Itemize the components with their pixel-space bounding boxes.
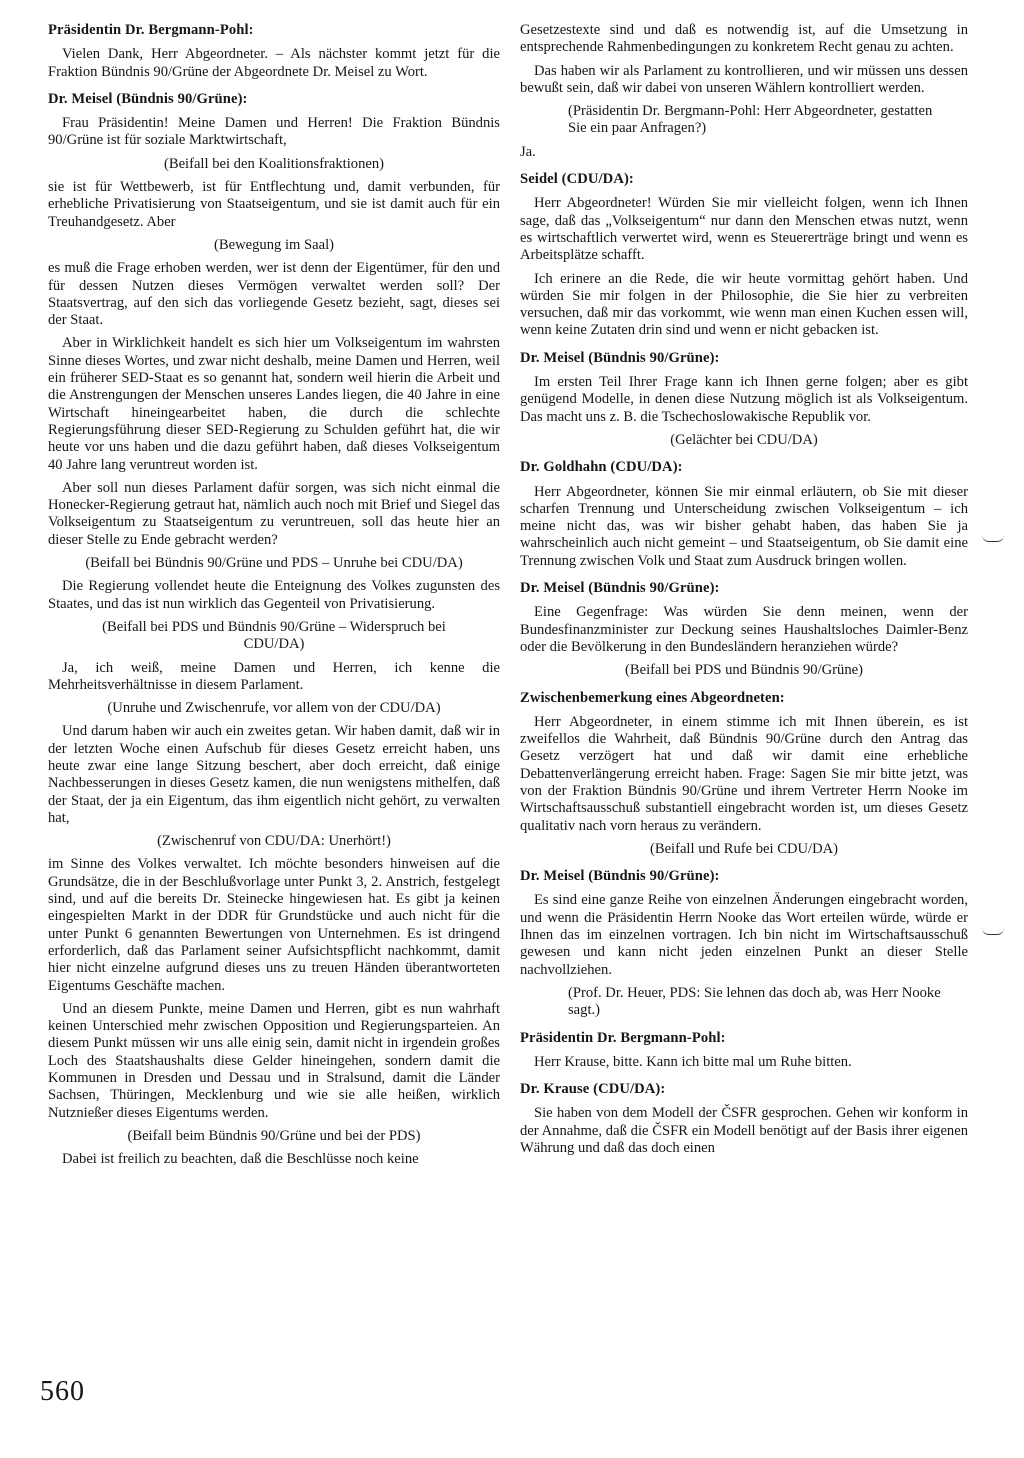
paragraph: Herr Abgeordneter, in einem stimme ich mit Ihnen überein, es ist zweifellos die Wahrheit, daß Bündnis 90/Grüne durch den Antrag das Gesetz verzögert hat und daß wir damit eine erhebliche Debattenverlängerung erreicht haben. Frage: Sagen Sie mir bitte jetzt, was von der Fraktion Bündnis 90/Grüne und ihrem Vertreter Herrn Nooke im Wirtschaftsausschuß substantiell eingebracht worden ist, um dieses Gesetz qualitativ nach vorn heraus zu verändern. xyxy=(520,713,968,834)
paragraph: Ja, ich weiß, meine Damen und Herren, ich kenne die Mehrheitsverhältnisse in diesem Parlament. xyxy=(48,659,500,693)
paragraph: Ja. xyxy=(520,143,536,160)
speaker-heading: Dr. Krause (CDU/DA): xyxy=(520,1081,666,1098)
paragraph-continuation: sie ist für Wettbewerb, ist für Entflechtung und, damit verbunden, für erhebliche Privatisierung von Staatseigentum, und sie ist damit auch für ein Treuhandgesetz. Aber xyxy=(48,179,500,230)
left-column xyxy=(48,22,500,1175)
interjection: (Beifall beim Bündnis 90/Grüne und bei der PDS) xyxy=(127,1127,421,1144)
interjection: (Präsidentin Dr. Bergmann-Pohl: Herr Abgeordneter, gestatten Sie ein paar Anfragen?) xyxy=(568,103,933,137)
interjection: (Gelächter bei CDU/DA) xyxy=(670,431,818,448)
paragraph: Es sind eine ganze Reihe von einzelnen Änderungen eingebracht worden, und wenn die Präsidentin Herrn Nooke das Wort erteilen würde, würde er Ihnen das im einzelnen vortragen. Ich bin nicht im Wirtschaftsausschuß gewesen und kann nicht jeden einzelnen Punkt an dieser Stelle nachvollziehen. xyxy=(520,892,968,978)
speaker-heading: Dr. Meisel (Bündnis 90/Grüne): xyxy=(520,349,720,366)
paragraph: Herr Abgeordneter, können Sie mir einmal erläutern, ob Sie mit dieser scharfen Trennung und Unterscheidung zwischen Volkseigentum – ich meine nicht das, was wir bisher gehabt haben, das haben Sie ja wahrscheinlich auch nicht gemeint – und Staatseigentum, ob Sie damit eine Trennung zwischen Volk und Staat zum Ausdruck bringen wollen. xyxy=(520,483,968,569)
paragraph: Sie haben von dem Modell der ČSFR gesprochen. Gehen wir konform in der Annahme, daß die ČSFR ein Modell benötigt auf der Basis ihrer eigenen Währung und daß das doch einen xyxy=(520,1105,968,1157)
paragraph: Aber in Wirklichkeit handelt es sich hier um Volkseigentum im wahrsten Sinne dieses Wortes, und zwar nicht deshalb, meine Damen und Herren, weil ein früherer SED-Staat es so genannt hat, sondern weil hierin die Arbeit und die Anstrengungen der Menschen unseres Landes liegen, die 40 Jahre in eine Wirtschaft hineingearbeitet haben, die durch die schlechte Regierungsführung dieser SED-Regierung zu Schulden geführt hat, die wir heute vor uns haben und die dazu geführt haben, daß dieses Volkseigentum 40 Jahre lang veruntreut worden ist. xyxy=(48,335,500,473)
paragraph: Eine Gegenfrage: Was würden Sie denn meinen, wenn der Bundesfinanzminister zur Deckung seines Haushaltsloches Daimler-Benz oder die Bevölkerung in den Bundesländern heranziehen würde? xyxy=(520,604,968,655)
paragraph: Dabei ist freilich zu beachten, daß die Beschlüsse noch keine xyxy=(62,1151,419,1168)
interjection: (Prof. Dr. Heuer, PDS: Sie lehnen das doch ab, was Herr Nooke sagt.) xyxy=(568,984,941,1019)
interjection: (Unruhe und Zwischenrufe, vor allem von der CDU/DA) xyxy=(107,700,441,717)
paragraph-continuation: Gesetzestexte sind und daß es notwendig ist, auf die Umsetzung in entsprechende Rahmenbedingungen zu konkretem Recht genau zu achten. xyxy=(520,22,968,56)
speaker-heading: Dr. Meisel (Bündnis 90/Grüne): xyxy=(520,868,720,885)
paragraph: Frau Präsidentin! Meine Damen und Herren! Die Fraktion Bündnis 90/Grüne ist für soziale Marktwirtschaft, xyxy=(48,115,500,149)
paragraph: Die Regierung vollendet heute die Enteignung des Volkes zugunsten des Staates, und das ist nun wirklich das Gegenteil von Privatisierung. xyxy=(48,578,500,612)
page-number: 560 xyxy=(40,1376,85,1407)
paragraph: Herr Abgeordneter! Würden Sie mir vielleicht folgen, wenn ich Ihnen sage, daß das „Volkseigentum“ nur dann den Menschen etwas nutzt, wenn es wirtschaftlich verwertet wird, wenn es Steuererträge bringt und wenn es Arbeitsplätze schafft. xyxy=(520,195,968,264)
interjection: (Beifall und Rufe bei CDU/DA) xyxy=(649,840,839,857)
paragraph: Vielen Dank, Herr Abgeordneter. – Als nächster kommt jetzt für die Fraktion Bündnis 90/Grüne der Abgeordnete Dr. Meisel zu Wort. xyxy=(48,46,500,80)
interjection: (Bewegung im Saal) xyxy=(214,236,334,253)
paragraph-continuation: im Sinne des Volkes verwaltet. Ich möchte besonders hinweisen auf die Grundsätze, die in der Beschlußvorlage unter Punkt 3, 2. Anstrich, festgelegt sind, und auf die bereits Dr. Steinecke hingewiesen hat. Es gibt ja keinen eingespielten Markt in der DDR für Grundstücke und auch nicht für die unter Punkt 6 genannten Bewertungen von Unternehmen. Es ist dringend erforderlich, daß das Parlament seiner Aufsichtspflicht nachkommt, damit hier nicht einzelne aufgrund dieses uns zu treuen Händen überantworteten Eigentums Geschäfte machen. xyxy=(48,856,500,994)
speaker-heading: Seidel (CDU/DA): xyxy=(520,171,634,188)
interjection: (Beifall bei PDS und Bündnis 90/Grüne) xyxy=(625,662,863,679)
right-column xyxy=(520,22,968,1163)
paragraph: Und an diesem Punkte, meine Damen und Herren, gibt es nun wahrhaft keinen Unterschied mehr zwischen Opposition und Regierungsparteien. An diesem Punkt müssen wir uns alle einig sein, damit nicht in irgendein großes Loch des Staatshaushalts diese Gelder hineingehen, sondern damit die Kommunen in Dresden und Dessau und in Stralsund, damit die Länder Sachsen, Thüringen, Mecklenburg und wie sie alle heißen, wirklich Nutznießer dieses Eigentums werden. xyxy=(48,1000,500,1121)
speaker-heading: Dr. Goldhahn (CDU/DA): xyxy=(520,459,683,476)
paragraph-continuation: es muß die Frage erhoben werden, wer ist denn der Eigentümer, für den und für dessen Nutzen dieses Vermögen verwaltet werden soll? Der Staatsvertrag, auf den sich das vorliegende Gesetz bezieht, sagt, dieses sei der Staat. xyxy=(48,260,500,329)
paragraph: Aber soll nun dieses Parlament dafür sorgen, was sich nicht einmal die Honecker-Regierung getraut hat, nämlich auch noch mit Brief und Siegel das Volkseigentum zu Staatseigentum zu veruntreuen, soll das heute hier an dieser Stelle zu Ende gebracht werden? xyxy=(48,479,500,548)
interjection: (Beifall bei den Koalitionsfraktionen) xyxy=(163,155,385,172)
interjection: (Beifall bei Bündnis 90/Grüne und PDS – Unruhe bei CDU/DA) xyxy=(85,555,463,572)
interjection: (Beifall bei PDS und Bündnis 90/Grüne – Widerspruch bei CDU/DA) xyxy=(102,618,446,653)
paragraph: Das haben wir als Parlament zu kontrollieren, und wir müssen uns dessen bewußt sein, daß wir dabei von unseren Wählern kontrolliert werden. xyxy=(520,62,968,96)
speaker-heading: Präsidentin Dr. Bergmann-Pohl: xyxy=(48,22,254,38)
paragraph: Im ersten Teil Ihrer Frage kann ich Ihnen gerne folgen; aber es gibt genügend Modelle, in denen diese Nutzung möglich ist als Volkseigentum. Das macht uns z. B. die Tschechoslowakische Republik vor. xyxy=(520,374,968,425)
speaker-heading: Zwischenbemerkung eines Abgeordneten: xyxy=(520,689,785,706)
margin-mark xyxy=(982,535,1004,542)
interjection: (Zwischenruf von CDU/DA: Unerhört!) xyxy=(157,833,391,850)
paragraph: Ich erinere an die Rede, die wir heute vormittag gehört haben. Und würden Sie mir folgen in der Philosophie, die Sie hier zu verbreiten versuchen, daß mir das vorkommt, wie wenn man einen Kuchen essen will, wenn keine Zutaten drin sind und wenn er nicht gebacken ist. xyxy=(520,270,968,339)
paragraph: Herr Krause, bitte. Kann ich bitte mal um Ruhe bitten. xyxy=(534,1053,852,1070)
speaker-heading: Dr. Meisel (Bündnis 90/Grüne): xyxy=(48,90,248,107)
speaker-heading: Dr. Meisel (Bündnis 90/Grüne): xyxy=(520,580,720,597)
paragraph: Und darum haben wir auch ein zweites getan. Wir haben damit, daß wir in der letzten Woche einen Aufschub für dieses Gesetz erreicht haben, uns heute zwar eine lange Sitzung beschert, aber doch erreicht, daß einige Nachbesserungen in dieses Gesetz kamen, die nun wenigstens mithelfen, daß der Staat, der ja ein Eigentum, das ihm eigentlich nicht gehört, zu verwalten hat, xyxy=(48,723,500,826)
margin-mark xyxy=(982,928,1004,935)
speaker-heading: Präsidentin Dr. Bergmann-Pohl: xyxy=(520,1029,726,1046)
